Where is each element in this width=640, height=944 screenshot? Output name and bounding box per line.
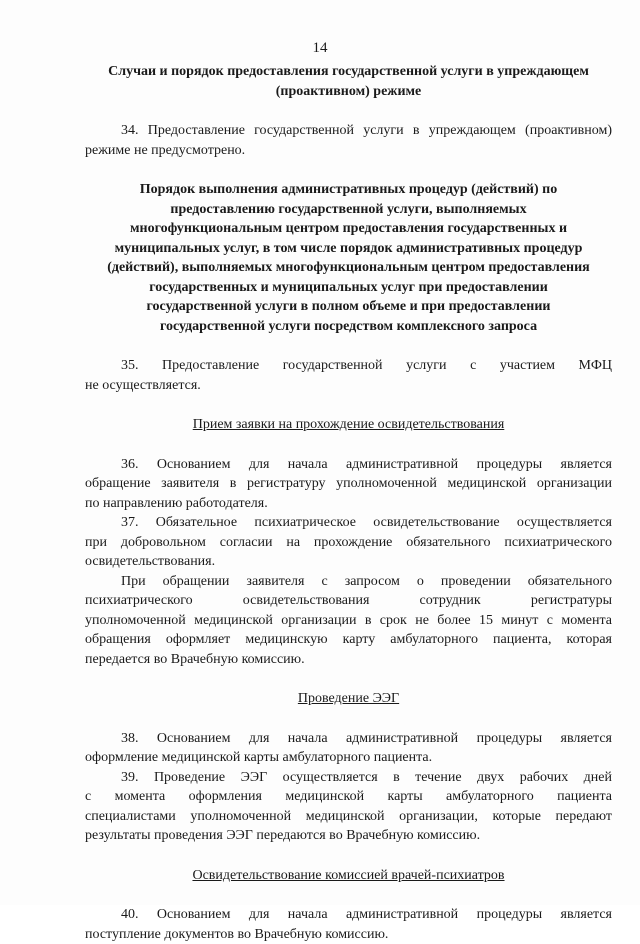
subheading-eeg: Проведение ЭЭГ	[85, 689, 612, 709]
section-heading-mfc	[85, 180, 612, 336]
paragraph-line: оформление медицинской карты амбулаторного пациента.	[85, 748, 612, 768]
paragraph-37	[85, 513, 612, 572]
paragraph-34	[85, 121, 612, 160]
heading-line: предоставлению государственной услуги, выполняемых	[105, 200, 592, 220]
heading-line: многофункциональным центром предоставления государственных и	[105, 219, 592, 239]
paragraph-line: 38. Основанием для начала административной процедуры является	[85, 729, 612, 749]
paragraph-line: 39. Проведение ЭЭГ осуществляется в течение двух рабочих дней	[85, 768, 612, 788]
paragraph-line: с момента оформления медицинской карты амбулаторного пациента	[85, 787, 612, 807]
section-heading-proactive	[85, 62, 612, 101]
paragraph-line: поступление документов во Врачебную комиссию.	[85, 925, 612, 944]
paragraph-line: при добровольном согласии на прохождение обязательного психиатрического	[85, 533, 612, 553]
paragraph-39	[85, 768, 612, 846]
paragraph-38	[85, 729, 612, 768]
paragraph-line: специалистами уполномоченной медицинской организации, которые передают	[85, 807, 612, 827]
paragraph-line: При обращении заявителя с запросом о проведении обязательного	[85, 572, 612, 592]
paragraph-line: обращение заявителя в регистратуру уполномоченной медицинской организации	[85, 474, 612, 494]
paragraph-36	[85, 455, 612, 514]
heading-line: государственных и муниципальных услуг при предоставлении	[105, 278, 592, 298]
paragraph-line: психиатрического освидетельствования сотрудник регистратуры	[85, 591, 612, 611]
paragraph-line: 37. Обязательное психиатрическое освидетельствование осуществляется	[85, 513, 612, 533]
paragraph-line: по направлению работодателя.	[85, 494, 612, 514]
paragraph-line: 40. Основанием для начала административной процедуры является	[85, 905, 612, 925]
heading-line: Случаи и порядок предоставления государственной услуги в упреждающем	[85, 62, 612, 82]
paragraph-37-continued	[85, 572, 612, 670]
paragraph-line: освидетельствования.	[85, 552, 612, 572]
heading-line: государственной услуги в полном объеме и при предоставлении	[105, 297, 592, 317]
paragraph-35	[85, 356, 612, 395]
heading-line: государственной услуги посредством комплексного запроса	[105, 317, 592, 337]
paragraph-line: передается во Врачебную комиссию.	[85, 650, 612, 670]
page-content	[85, 62, 612, 944]
subheading-commission: Освидетельствование комиссией врачей-психиатров	[85, 866, 612, 886]
paragraph-line: уполномоченной медицинской организации в срок не более 15 минут с момента	[85, 611, 612, 631]
paragraph-line: 35. Предоставление государственной услуги с участием МФЦ	[85, 356, 612, 376]
paragraph-40	[85, 905, 612, 944]
subheading-application: Прием заявки на прохождение освидетельствования	[85, 415, 612, 435]
heading-line: муниципальных услуг, в том числе порядок административных процедур	[105, 239, 592, 259]
paragraph-line: результаты проведения ЭЭГ передаются во Врачебную комиссию.	[85, 826, 612, 846]
paragraph-line: не осуществляется.	[85, 376, 612, 396]
page-number: 14	[0, 40, 640, 57]
paragraph-line: 34. Предоставление государственной услуги в упреждающем (проактивном)	[85, 121, 612, 141]
paragraph-line: 36. Основанием для начала административной процедуры является	[85, 455, 612, 475]
heading-line: (действий), выполняемых многофункциональным центром предоставления	[105, 258, 592, 278]
heading-line: (проактивном) режиме	[85, 82, 612, 102]
paragraph-line: обращения оформляет медицинскую карту амбулаторного пациента, которая	[85, 630, 612, 650]
paragraph-line: режиме не предусмотрено.	[85, 141, 612, 161]
heading-line: Порядок выполнения административных процедур (действий) по	[105, 180, 592, 200]
